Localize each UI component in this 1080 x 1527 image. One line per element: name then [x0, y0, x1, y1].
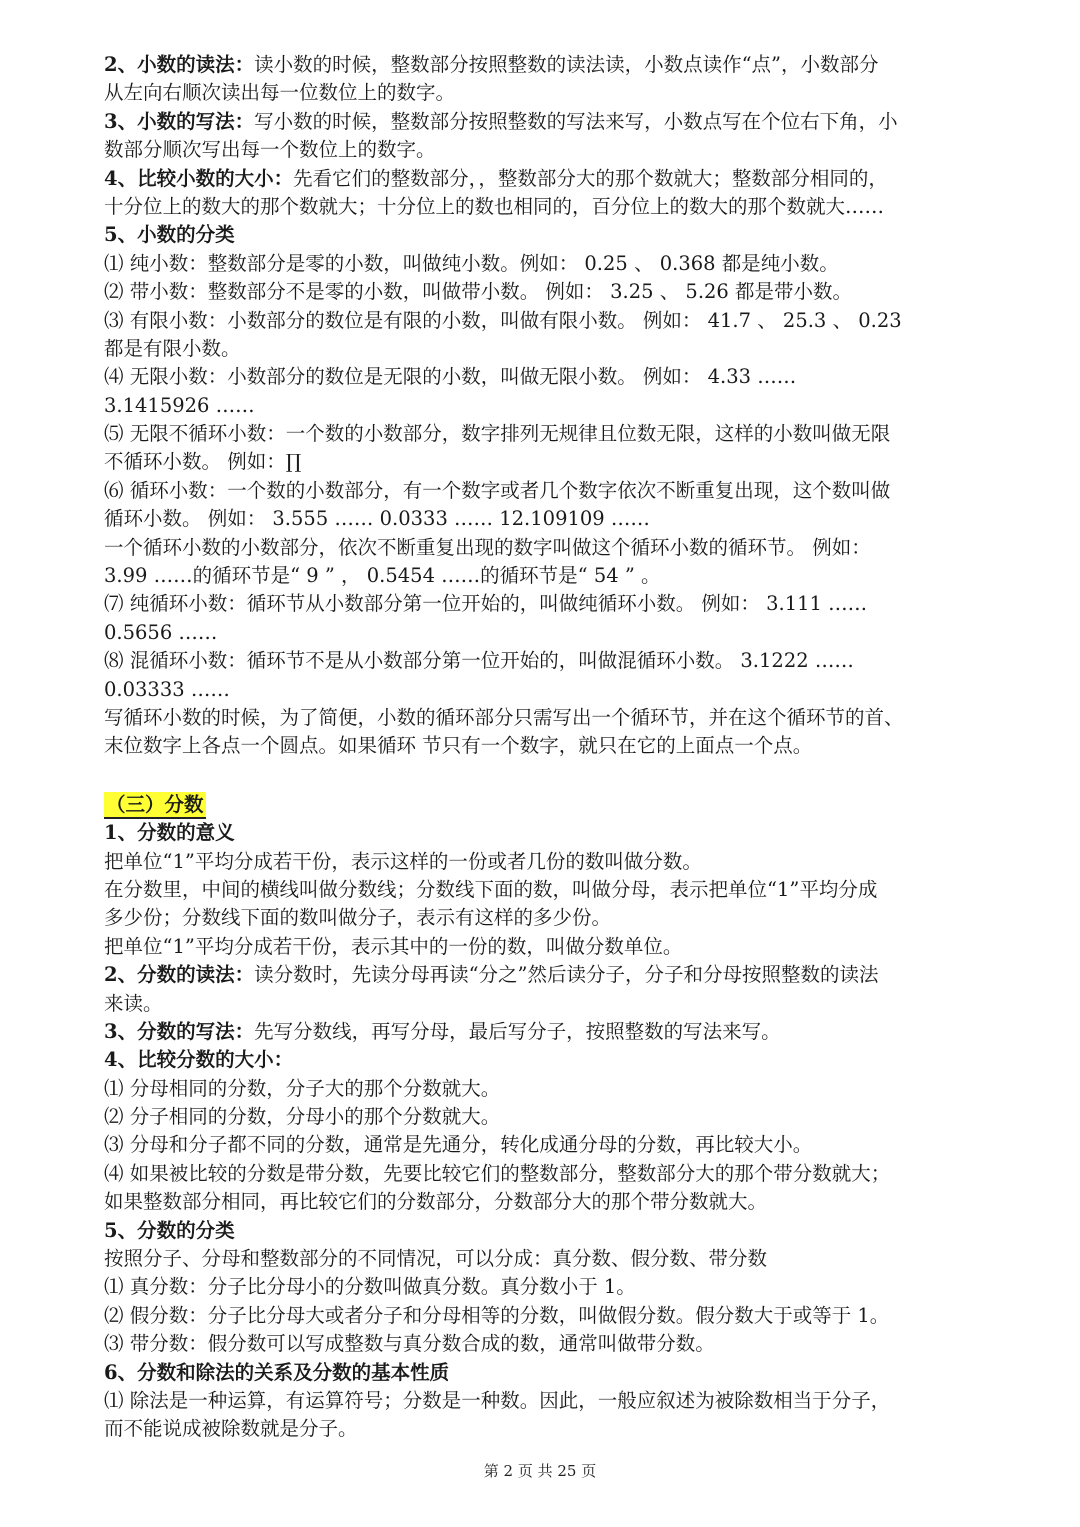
text-line: ⑶ 带分数：假分数可以写成整数与真分数合成的数，通常叫做带分数。: [104, 1332, 715, 1356]
item-text: 先写分数线，再写分母，最后写分子，按照整数的写法来写。: [254, 1019, 781, 1043]
text-line: 从左向右顺次读出每一位数位上的数字。: [104, 81, 456, 105]
text-line: 末位数字上各点一个圆点。如果循环 节只有一个数字，就只在它的上面点一个点。: [104, 734, 813, 758]
text-line: ⑸ 无限不循环小数：一个数的小数部分，数字排列无规律且位数无限，这样的小数叫做无限: [104, 422, 891, 446]
text-line: 数部分顺次写出每一个数位上的数字。: [104, 138, 436, 162]
item-text: 先看它们的整数部分，，整数部分大的那个数就大；整数部分相同的，: [293, 166, 888, 190]
page-number-footer: 第 2 页 共 25 页: [483, 1462, 597, 1480]
text-line: 3.1415926 ……: [104, 393, 255, 417]
text-line: ⑴ 除法是一种运算，有运算符号；分数是一种数。因此，一般应叙述为被除数相当于分子，: [104, 1388, 891, 1412]
text-line: ⑶ 有限小数：小数部分的数位是有限的小数，叫做有限小数。 例如： 41.7 、 25.3 、 0.23: [104, 308, 902, 332]
text-line: ⑵ 带小数：整数部分不是零的小数，叫做带小数。 例如： 3.25 、 5.26 都是带小数。: [104, 280, 853, 304]
text-line: 写循环小数的时候，为了简便，小数的循环部分只需写出一个循环节，并在这个循环节的首、: [104, 705, 904, 729]
text-line: [104, 165, 980, 193]
item-heading: 5、分数的分类: [104, 1218, 235, 1242]
text-line: ⑶ 分母和分子都不同的分数，通常是先通分，转化成通分母的分数，再比较大小。: [104, 1133, 813, 1157]
section-title: （三）分数: [104, 792, 206, 819]
text-line: 来读。: [104, 991, 163, 1015]
item-heading: 3、小数的写法：: [104, 109, 255, 133]
text-line: ⑷ 无限小数：小数部分的数位是无限的小数，叫做无限小数。 例如： 4.33 ……: [104, 365, 797, 389]
item-heading: 6、分数和除法的关系及分数的基本性质: [104, 1360, 450, 1384]
text-line: [104, 1018, 980, 1046]
text-line: ⑺ 纯循环小数：循环节从小数部分第一位开始的，叫做纯循环小数。 例如： 3.111 ……: [104, 592, 868, 616]
text-line: 而不能说成被除数就是分子。: [104, 1417, 358, 1441]
item-heading: 4、比较小数的大小：: [104, 166, 294, 190]
text-line: ⑵ 假分数：分子比分母大或者分子和分母相等的分数，叫做假分数。假分数大于或等于 1。: [104, 1303, 890, 1327]
item-heading: 3、分数的写法：: [104, 1019, 255, 1043]
text-line: 3.99 ……的循环节是“ 9 ” ， 0.5454 ……的循环节是“ 54 ” 。: [104, 564, 661, 588]
text-line: 循环小数。 例如： 3.555 …… 0.0333 …… 12.109109 ……: [104, 507, 650, 531]
item-heading: 4、比较分数的大小：: [104, 1048, 294, 1072]
text-line: 0.03333 ……: [104, 677, 230, 701]
section-gap: [104, 761, 980, 791]
text-line: 都是有限小数。: [104, 336, 241, 360]
item-heading: 1、分数的意义: [104, 821, 235, 845]
section-title-row: [104, 791, 980, 819]
text-line: 在分数里，中间的横线叫做分数线；分数线下面的数，叫做分母，表示把单位“1”平均分成: [104, 877, 878, 901]
text-line: 把单位“1”平均分成若干份，表示这样的一份或者几份的数叫做分数。: [104, 849, 702, 873]
text-line: 一个循环小数的小数部分，依次不断重复出现的数字叫做这个循环小数的循环节。 例如：: [104, 535, 871, 559]
text-line: [104, 108, 980, 136]
item-heading: 2、小数的读法：: [104, 53, 255, 76]
text-line: [104, 51, 980, 79]
text-line: ⑴ 纯小数：整数部分是零的小数，叫做纯小数。例如： 0.25 、 0.368 都是纯小数。: [104, 251, 839, 275]
item-text: 读小数的时候，整数部分按照整数的读法读，小数点读作“点”，小数部分: [254, 53, 879, 76]
text-line: ⑵ 分子相同的分数，分母小的那个分数就大。: [104, 1105, 501, 1129]
item-text: 写小数的时候，整数部分按照整数的写法来写，小数点写在个位右下角，小: [254, 109, 898, 133]
text-line: ⑹ 循环小数：一个数的小数部分，有一个数字或者几个数字依次不断重复出现，这个数叫做: [104, 478, 891, 502]
text-line: 不循环小数。 例如：∏: [104, 450, 302, 474]
text-line: 0.5656 ……: [104, 620, 218, 644]
item-heading: 2、分数的读法：: [104, 963, 255, 987]
text-line: ⑴ 分母相同的分数，分子大的那个分数就大。: [104, 1076, 501, 1100]
text-line: ⑷ 如果被比较的分数是带分数，先要比较它们的整数部分，整数部分大的那个带分数就大；: [104, 1161, 891, 1185]
item-heading: 5、小数的分类: [104, 223, 235, 247]
text-line: 按照分子、分母和整数部分的不同情况，可以分成：真分数、假分数、带分数: [104, 1247, 768, 1271]
text-line: ⑻ 混循环小数：循环节不是从小数部分第一位开始的，叫做混循环小数。 3.1222 ……: [104, 649, 854, 673]
text-line: 多少份；分数线下面的数叫做分子，表示有这样的多少份。: [104, 906, 612, 930]
text-line: ⑴ 真分数：分子比分母小的分数叫做真分数。真分数小于 1。: [104, 1275, 636, 1299]
item-text: 读分数时，先读分母再读“分之”然后读分子，分子和分母按照整数的读法: [254, 963, 879, 987]
text-line: 把单位“1”平均分成若干份，表示其中的一份的数，叫做分数单位。: [104, 934, 683, 958]
text-line: [104, 961, 980, 989]
text-line: 如果整数部分相同，再比较它们的分数部分，分数部分大的那个带分数就大。: [104, 1190, 768, 1214]
text-line: 十分位上的数大的那个数就大；十分位上的数也相同的，百分位上的数大的那个数就大……: [104, 194, 885, 218]
document-page: [104, 51, 980, 1444]
